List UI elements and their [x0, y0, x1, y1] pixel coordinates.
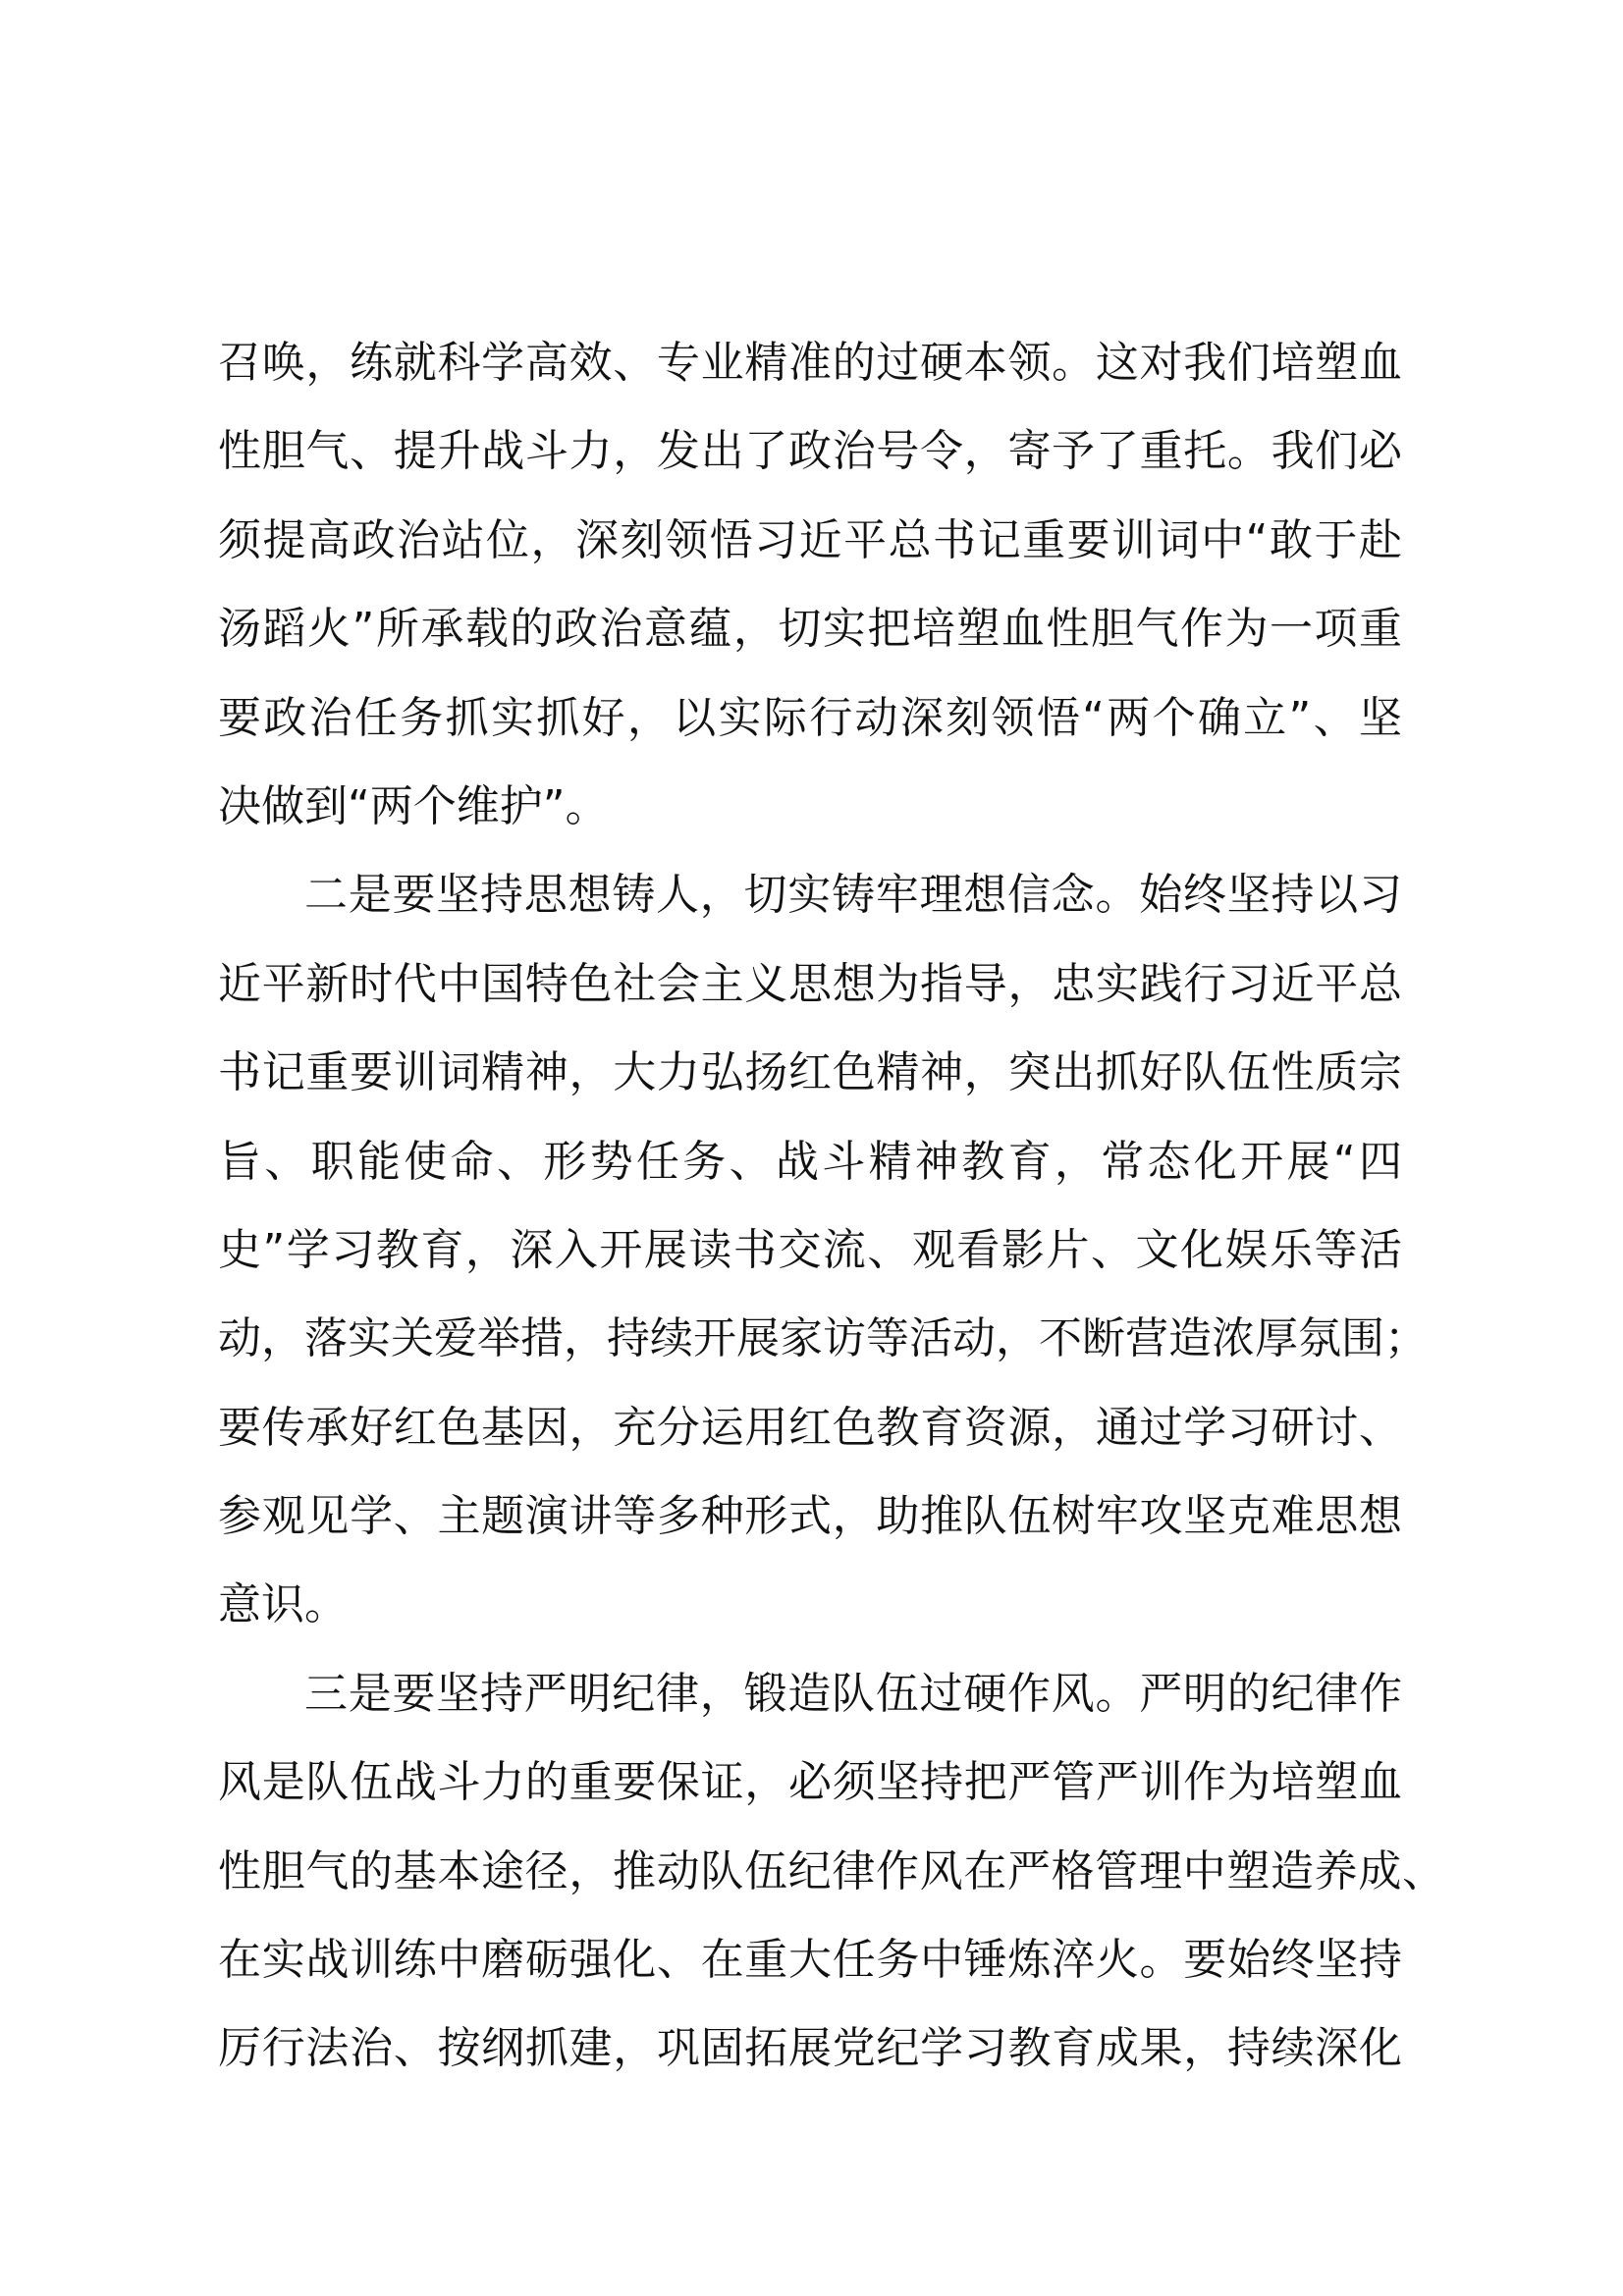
text-line: 意识。 [218, 1579, 348, 1630]
text-line: 要政治任务抓实抓好，以实际行动深刻领悟“两个确立”、坚 [218, 692, 1402, 743]
text-line: 二是要坚持思想铸人，切实铸牢理想信念。始终坚持以习 [304, 870, 1402, 921]
text-line: 须提高政治站位，深刻领悟习近平总书记重要训词中“敢于赴 [218, 514, 1402, 565]
text-line: 性胆气的基本途径，推动队伍纪律作风在严格管理中塑造养成、 [218, 1845, 1445, 1896]
paragraph-3 [218, 1650, 1445, 2094]
body-text [218, 319, 1445, 2094]
text-line: 决做到“两个维护”。 [218, 780, 609, 831]
text-line: 史”学习教育，深入开展读书交流、观看影片、文化娱乐等活 [218, 1224, 1402, 1275]
text-line: 书记重要训词精神，大力弘扬红色精神，突出抓好队伍性质宗 [218, 1047, 1402, 1098]
text-line: 风是队伍战斗力的重要保证，必须坚持把严管严训作为培塑血 [218, 1757, 1402, 1808]
text-line: 召唤，练就科学高效、专业精准的过硬本领。这对我们培塑血 [218, 338, 1402, 388]
text-line: 厉行法治、按纲抓建，巩固拓展党纪学习教育成果，持续深化 [218, 2023, 1402, 2074]
text-line: 在实战训练中磨砺强化、在重大任务中锤炼淬火。要始终坚持 [218, 1935, 1402, 1986]
paragraph-1 [218, 319, 1445, 851]
text-line: 三是要坚持严明纪律，锻造队伍过硬作风。严明的纪律作 [304, 1668, 1402, 1719]
text-line: 参观见学、主题演讲等多种形式，助推队伍树牢攻坚克难思想 [218, 1491, 1402, 1542]
text-line: 性胆气、提升战斗力，发出了政治号令，寄予了重托。我们必 [218, 426, 1402, 477]
text-line: 近平新时代中国特色社会主义思想为指导，忠实践行习近平总 [218, 958, 1402, 1009]
paragraph-2 [218, 851, 1445, 1650]
text-line: 汤蹈火”所承载的政治意蕴，切实把培塑血性胆气作为一项重 [218, 604, 1402, 655]
text-line: 要传承好红色基因，充分运用红色教育资源，通过学习研讨、 [218, 1402, 1402, 1453]
text-line: 旨、职能使命、形势任务、战斗精神教育，常态化开展“四 [218, 1136, 1402, 1187]
text-line: 动，落实关爱举措，持续开展家访等活动，不断营造浓厚氛围； [218, 1313, 1428, 1364]
